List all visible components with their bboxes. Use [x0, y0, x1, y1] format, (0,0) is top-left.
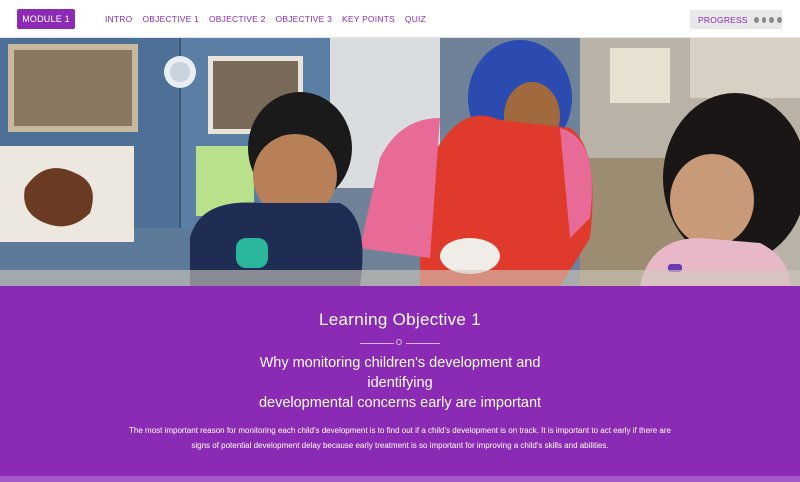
progress-dot [762, 17, 767, 23]
divider-line [360, 343, 394, 344]
top-navigation-bar [0, 0, 800, 38]
section-nav [105, 0, 436, 38]
divider-line [406, 343, 440, 344]
section-title: Learning Objective 1 [319, 310, 481, 329]
title-divider [360, 339, 440, 347]
nav-item-key-points[interactable]: KEY POINTS [342, 14, 395, 24]
progress-dot [777, 17, 782, 23]
progress-dot [769, 17, 774, 23]
learning-objective-section [0, 286, 800, 482]
hero-photo [0, 38, 800, 286]
body-line: The most important reason for monitoring each child's development is to find out if a child's development is on track. It is important to act early if there are [129, 426, 671, 435]
nav-item-quiz[interactable]: QUIZ [404, 14, 427, 24]
hero-photo-illustration [0, 38, 800, 286]
subtitle-line: identifying [367, 375, 433, 391]
nav-item-objective-2[interactable]: OBJECTIVE 2 [208, 14, 266, 24]
nav-item-intro[interactable]: INTRO [105, 14, 133, 24]
nav-item-objective-3[interactable]: OBJECTIVE 3 [275, 14, 333, 24]
section-bottom-strip [0, 476, 800, 482]
module-button[interactable]: MODULE 1 [17, 9, 75, 29]
progress-dot [754, 17, 759, 23]
progress-label: PROGRESS [698, 14, 748, 25]
body-line: signs of potential development delay because early treatment is so important for improving a child's skills and abilities. [191, 441, 609, 450]
subtitle-line: developmental concerns early are important [258, 395, 542, 411]
progress-button[interactable] [690, 10, 782, 29]
divider-circle-icon [396, 339, 402, 345]
subtitle-line: Why monitoring children's development and [259, 355, 541, 371]
section-body [110, 423, 690, 453]
nav-item-objective-1[interactable]: OBJECTIVE 1 [142, 14, 199, 24]
section-subtitle [250, 353, 550, 413]
